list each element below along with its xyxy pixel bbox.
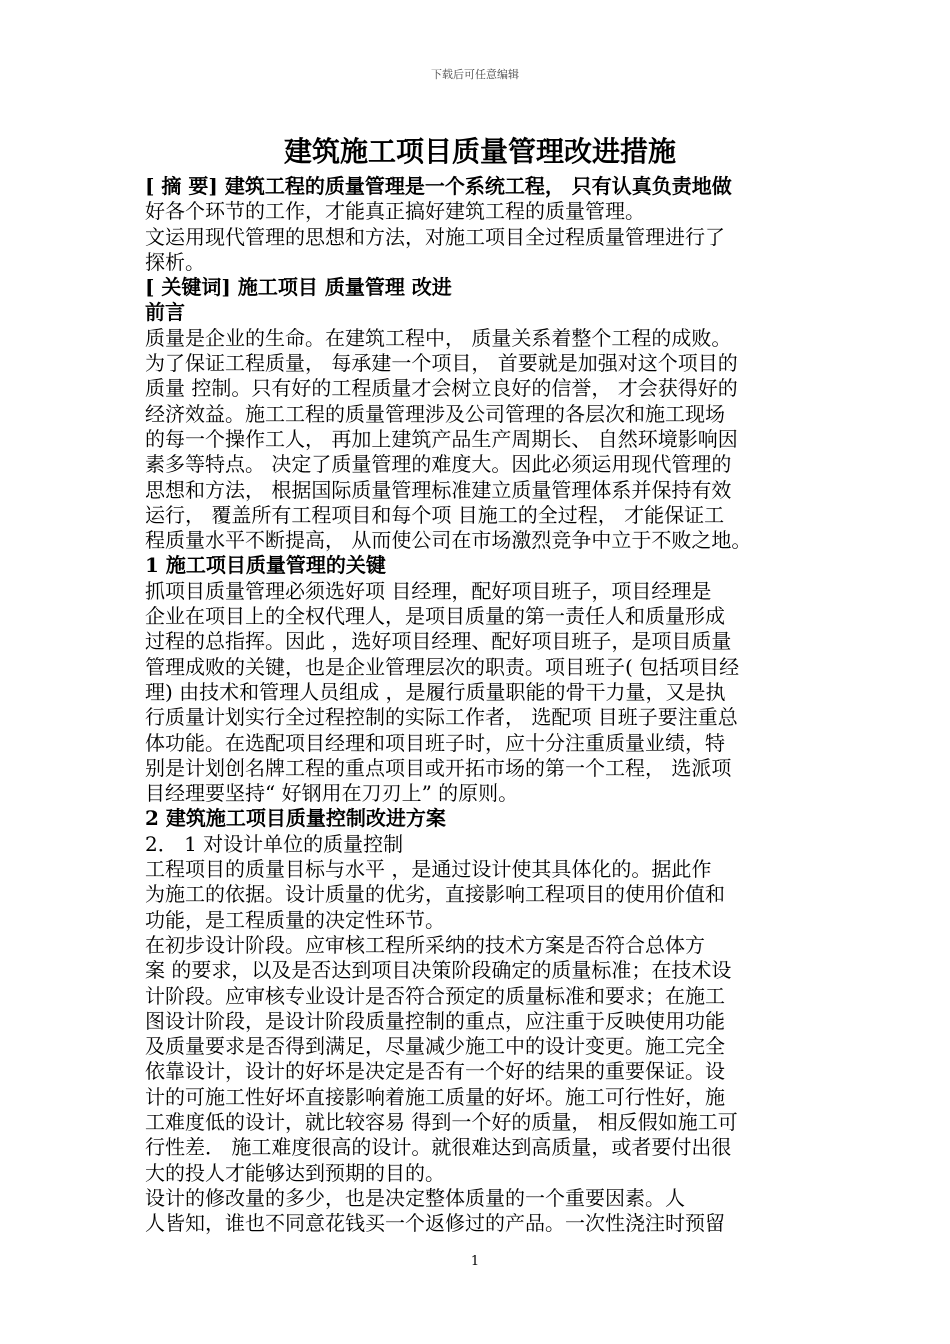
text-line: 案 的要求，以及是否达到项目决策阶段确定的质量标准；在技术设 [145, 958, 732, 983]
text-line: 素多等特点。 决定了质量管理的难度大。因此必须运用现代管理的 [145, 452, 732, 477]
text-line: [ 摘 要] 建筑工程的质量管理是一个系统工程， 只有认真负责地做 [145, 174, 732, 198]
text-line: 大的投人才能够达到预期的目的。 [145, 1160, 445, 1185]
text-line: 探析。 [145, 249, 205, 274]
text-line: 的每一个操作工人， 再加上建筑产品生产周期长、 自然环境影响因 [145, 426, 738, 451]
text-line: 在初步设计阶段。应审核工程所采纳的技术方案是否符合总体方 [145, 932, 705, 957]
text-line: 工程项目的质量目标与水平 ，是通过设计使其具体化的。据此作 [145, 857, 712, 882]
text-line: 管理成败的关键，也是企业管理层次的职责。项目班子( 包括项目经 [145, 654, 740, 679]
text-line: 计的可施工性好坏直接影响着施工质量的好坏。施工可行性好，施 [145, 1084, 725, 1109]
body-text [145, 174, 815, 1236]
text-line: 企业在项目上的全权代理人，是项目质量的第一责任人和质量形成 [145, 604, 725, 629]
text-line: 运行， 覆盖所有工程项目和每个项 目施工的全过程， 才能保证工 [145, 502, 725, 527]
document-title: 建筑施工项目质量管理改进措施 [283, 135, 676, 168]
text-line: [ 关键词] 施工项目 质量管理 改进 [145, 275, 452, 300]
text-line: 行性差． 施工难度很高的设计。就很难达到高质量，或者要付出很 [145, 1135, 732, 1160]
text-line: 1 施工项目质量管理的关键 [145, 553, 386, 578]
page-header: 下载后可任意编辑 [431, 68, 519, 81]
text-line: 为施工的依据。设计质量的优劣，直接影响工程项目的使用价值和 [145, 882, 725, 907]
text-line: 行质量计划实行全过程控制的实际工作者， 选配项 目班子要注重总 [145, 705, 738, 730]
text-line: 2 建筑施工项目质量控制改进方案 [145, 806, 446, 831]
text-line: 程质量水平不断提高， 从而使公司在市场激烈竞争中立于不败之地。 [145, 528, 752, 553]
text-line: 别是计划创名牌工程的重点项目或开拓市场的第一个工程， 选派项 [145, 755, 732, 780]
text-line: 质量是企业的生命。在建筑工程中， 质量关系着整个工程的成败。 [145, 325, 732, 350]
document-body [145, 132, 815, 1236]
text-line: 好各个环节的工作，才能真正搞好建筑工程的质量管理。 [145, 199, 645, 224]
text-line: 体功能。在选配项目经理和项目班子时，应十分注重质量业绩，特 [145, 730, 725, 755]
text-line: 及质量要求是否得到满足，尽量减少施工中的设计变更。施工完全 [145, 1034, 725, 1059]
text-line: 理) 由技术和管理人员组成 ，是履行质量职能的骨干力量，又是执 [145, 679, 726, 704]
text-line: 设计的修改量的多少，也是决定整体质量的一个重要因素。人 [145, 1185, 685, 1210]
text-line: 工难度低的设计，就比较容易 得到一个好的质量， 相反假如施工可 [145, 1109, 738, 1134]
page-number: 1 [470, 1254, 480, 1269]
text-line: 人皆知，谁也不同意花钱买一个返修过的产品。一次性浇注时预留 [145, 1211, 725, 1236]
text-line: 思想和方法， 根据国际质量管理标准建立质量管理体系并保持有效 [145, 477, 732, 502]
text-line: 计阶段。应审核专业设计是否符合预定的质量标准和要求；在施工 [145, 983, 725, 1008]
text-line: 文运用现代管理的思想和方法，对施工项目全过程质量管理进行了 [145, 224, 725, 249]
text-line: 前言 [145, 300, 185, 325]
text-line: 为了保证工程质量， 每承建一个项目， 首要就是加强对这个项目的 [145, 351, 738, 376]
text-line: 依靠设计，设计的好坏是决定是否有一个好的结果的重要保证。设 [145, 1059, 725, 1084]
text-line: 质量 控制。只有好的工程质量才会树立良好的信誉， 才会获得好的 [145, 376, 738, 401]
text-line: 过程的总指挥。因此 ，选好项目经理、配好项目班子，是项目质量 [145, 629, 732, 654]
text-line: 2． 1 对设计单位的质量控制 [145, 831, 404, 856]
text-line: 经济效益。施工工程的质量管理涉及公司管理的各层次和施工现场 [145, 401, 725, 426]
text-line: 功能，是工程质量的决定性环节。 [145, 907, 445, 932]
text-line: 目经理要坚持“ 好钢用在刀刃上” 的原则。 [145, 781, 519, 806]
text-line: 抓项目质量管理必须选好项 目经理，配好项目班子，项目经理是 [145, 578, 712, 603]
text-line: 图设计阶段，是设计阶段质量控制的重点，应注重于反映使用功能 [145, 1008, 725, 1033]
